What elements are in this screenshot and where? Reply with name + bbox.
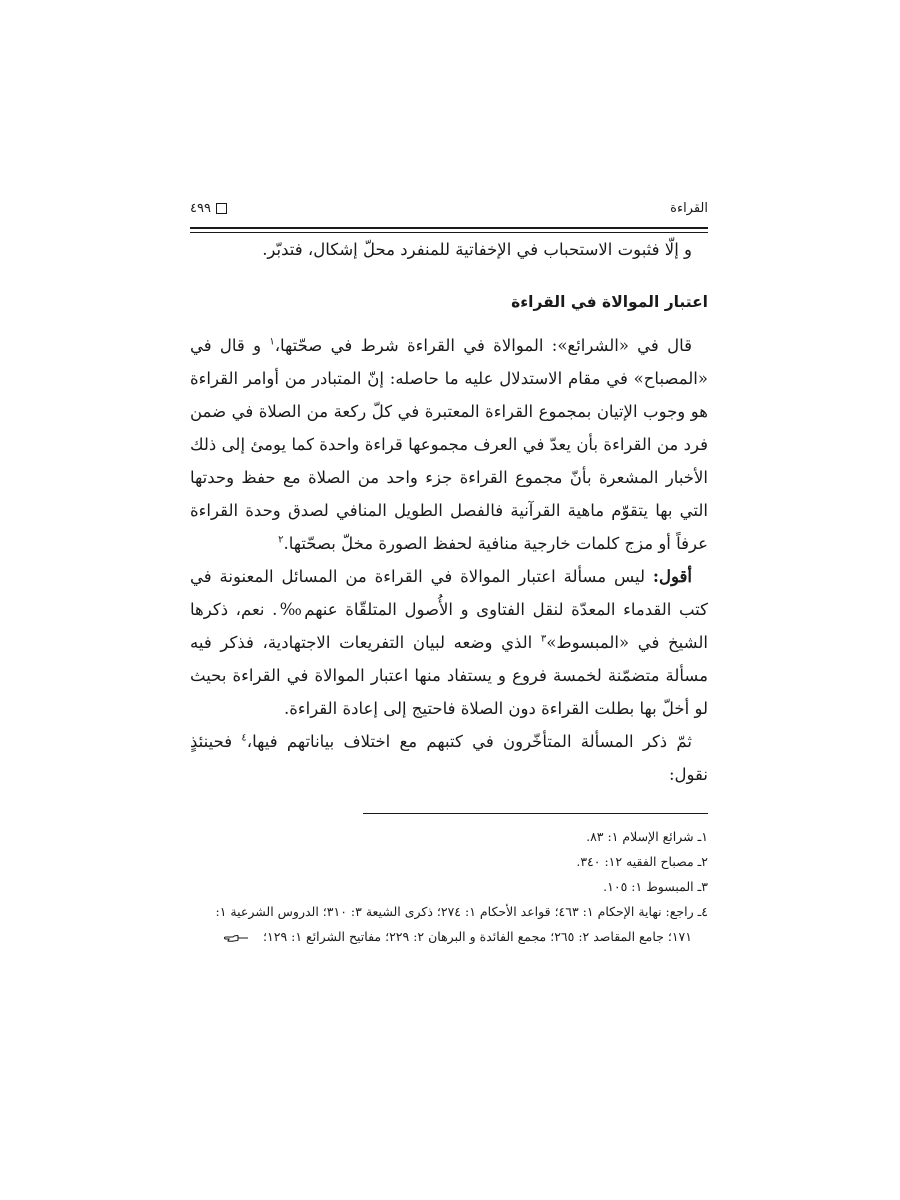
paragraph-3-part-a: ثمّ ذكر المسألة المتأخّرون في كتبهم مع اختلاف بياناتهم فيها، [246,732,692,751]
footnote-separator [363,813,708,814]
page-number: ٤٩٩ [190,201,211,216]
footnote-ref-2: ٢ [278,534,284,546]
footnote-ref-3: ٣ [540,633,547,645]
running-title: القراءة [670,201,708,216]
pointing-hand-icon [223,933,249,943]
footnote-ref-4: ٤ [241,732,247,744]
footnote-1: ١ـ شرائع الإسلام ١: ٨٣. [586,829,708,844]
paragraph-1-part-a: قال في «الشرائع»: الموالاة في القراءة شرط في صحّتها، [274,336,692,355]
intro-line: و إلّا فثبوت الاستحباب في الإخفاتية للمنفرد محلّ إشكال، فتدبّر. [262,240,692,259]
paragraph-3 [190,725,708,791]
header-rule-thick [190,227,708,229]
main-text [190,233,708,791]
footnote-4-line-2 [190,924,708,949]
footnote-2: ٢ـ مصباح الفقيه ١٢: ٣٤٠. [576,854,708,869]
footnote-4-line-1: ٤ـ راجع: نهاية الإحكام ١: ٤٦٣؛ قواعد الأحكام ١: ٢٧٤؛ ذكرى الشيعة ٣: ٣١٠؛ الدروس الشرعية ١: [215,904,708,919]
paragraph-3-part-b: فحينئذٍ نقول: [190,732,708,784]
footnote-ref-1: ١ [269,336,275,348]
paragraph-1 [190,329,708,560]
footnotes [190,824,708,949]
paragraph-2 [190,560,708,725]
paragraph-2-part-a: ليس مسألة اعتبار الموالاة في القراءة من المسائل المعنونة في كتب القدماء المعدّة لنقل الفتاوى و الأُصول المتلقّاة عنهم‰. نعم، ذكرها الشيخ في «المبسوط» [190,567,708,652]
running-header [190,195,708,225]
page-number-block [190,201,227,216]
paragraph-1-part-b: و قال في «المصباح» في مقام الاستدلال عليه ما حاصله: إنّ المتبادر من أوامر القراءة هو وجوب الإتيان بمجموع القراءة المعتبرة في كلّ ركعة من الصلاة في ضمن فرد من القراءة بأن يعدّ في العرف مجموعها قراءة واحدة كما يومئ إلى ذلك الأخبار المشعرة بأنّ مجموع القراءة جزء واحد من الصلاة مع حفظ وحدتها التي بها يتقوّم ماهية القرآنية فالفصل الطويل المنافي لصدق وحدة القراءة عرفاً أو مزج كلمات خارجية منافية لحفظ الصورة مخلّ بصحّتها. [190,336,708,553]
paragraph-2-lead: أقول: [652,567,692,586]
footnote-4-line-2-text: ١٧١؛ جامع المقاصد ٢: ٢٦٥؛ مجمع الفائدة و البرهان ٢: ٢٢٩؛ مفاتيح الشرائع ١: ١٢٩؛ [263,929,692,944]
book-page [190,195,708,949]
paragraph-2-part-b: الذي وضعه لبيان التفريعات الاجتهادية، فذكر فيه مسألة متضمّنة لخمسة فروع و يستفاد منها اعتبار الموالاة في القراءة بحيث لو أخلّ بها بطلت القراءة دون الصلاة فاحتيج إلى إعادة القراءة. [190,633,708,718]
footnote-3: ٣ـ المبسوط ١: ١٠٥. [603,879,708,894]
section-heading: اعتبار الموالاة في القراءة [511,293,708,311]
square-icon [216,203,227,214]
